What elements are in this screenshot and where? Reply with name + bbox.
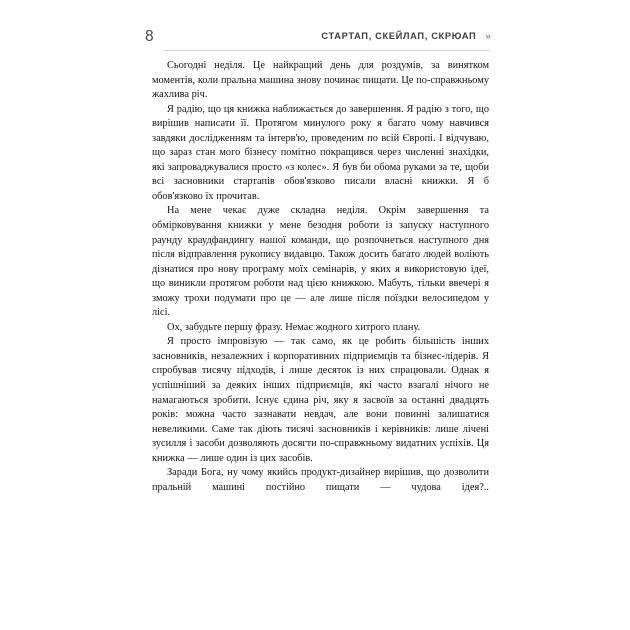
body-text: [152, 59, 489, 510]
paragraph: На мене чекає дуже складна неділя. Окрім завершення та обмірковування книжки у мене безодня роботи із запуску наступного раунду краудфандингу нашої команди, що розпочнеться наступного дня після відправлення рукопису видавцю. Також досить багато людей воліють дізнатися про нову програму моїх семінарів, у яких я використовую ідеї, що виникли протягом роботи над цією книжкою. Мабуть, тільки ввечері я зможу трохи подумати про це — але лише після поїздки велосипедом у лісі.: [152, 205, 489, 319]
running-title: СТАРТАП, СКЕЙЛАП, СКРЮАП: [321, 31, 477, 41]
paragraph: Заради Бога, ну чому якийсь продукт-дизайнер вирішив, що дозволити пральній машині постійно пищати — чудова ідея?..: [152, 467, 489, 493]
header-divider: [164, 50, 490, 51]
running-header: [140, 30, 490, 54]
double-chevron-right-icon: »: [485, 31, 490, 42]
paragraph: Ох, забудьте першу фразу. Немає жодного хитрого плану.: [167, 321, 421, 333]
page-number: 8: [145, 28, 154, 45]
paragraph: Сьогодні неділя. Це найкращий день для роздумів, за винятком моментів, коли пральна машина знову починає пищати. Це по-справжньому жахлива річ.: [152, 60, 489, 101]
running-header-right: [321, 31, 490, 42]
paragraph: Я просто імпровізую — так само, як це робить більшість інших засновників, незалежних і корпоративних підприємців та бізнес-лідерів. Я спробував тисячу підходів, і лише десяток із них спрацювали. Однак я успішніший за деяких інших підприємців, які часто взагалі нічого не намагаються зробити. Існує єдина річ, яку я засвоїв за останні двадцять років: можна часто зазнавати невдач, але вони повинні залишатися невеликими. Саме так діють тисячі засновників і керівників: лише лічені зусилля і засоби дозволяють досягти по-справжньому видатних успіхів. Ця книжка — лише один із цих засобів.: [152, 336, 489, 464]
paragraph: Я радію, що ця книжка наближається до завершення. Я радію з того, що вирішив написати її. Протягом минулого року я багато чому навчився завдяки дослідженням та інтерв'ю, проведеним по всій Європі. І відчуваю, що зараз стан мого бізнесу помітно покращився через численні знахідки, які запроваджувалися просто «з колес». Я був би обома руками за те, щоби всі засновники стартапів обов'язково писали власні книжки. Я б обов'язково їх прочитав.: [152, 103, 489, 202]
